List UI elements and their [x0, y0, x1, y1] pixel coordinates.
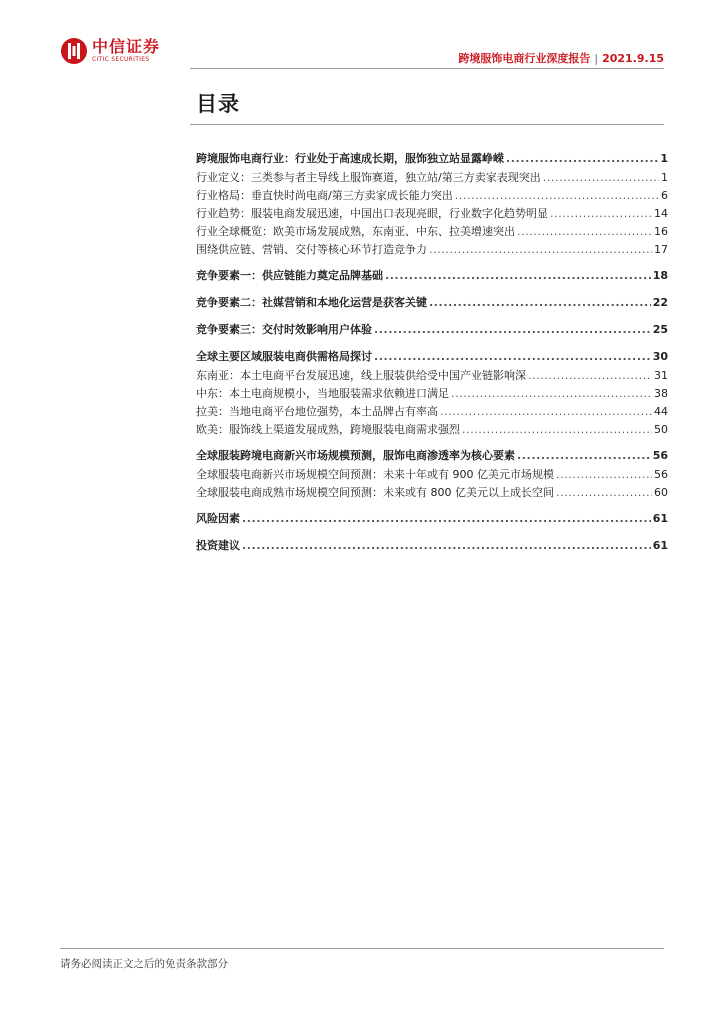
toc-page-number: 18 — [652, 269, 668, 282]
toc-gap — [196, 313, 668, 321]
citic-logo-icon — [60, 37, 88, 65]
toc-page-number: 17 — [654, 243, 668, 256]
footer-divider — [60, 948, 664, 949]
toc-entry-text: 围绕供应链、营销、交付等核心环节打造竞争力 — [196, 243, 427, 256]
toc-subsection-entry[interactable] — [196, 187, 668, 205]
report-header — [458, 50, 664, 66]
toc-page-number: 6 — [661, 189, 668, 202]
toc-entry-text: 竞争要素三：交付时效影响用户体验 — [196, 323, 372, 336]
toc-page-number: 25 — [652, 323, 668, 336]
toc-section-entry[interactable] — [196, 510, 668, 529]
toc-subsection-entry[interactable] — [196, 484, 668, 502]
toc-entry-text: 竞争要素一：供应链能力奠定品牌基础 — [196, 269, 383, 282]
toc-entry-text: 跨境服饰电商行业：行业处于高速成长期，服饰独立站显露峥嵘 — [196, 152, 504, 165]
toc-section-entry[interactable] — [196, 537, 668, 556]
toc-dot-leader — [543, 169, 659, 187]
toc-section-entry[interactable] — [196, 348, 668, 367]
header-divider — [190, 68, 664, 69]
toc-page-number: 61 — [652, 512, 668, 525]
title-divider — [190, 124, 664, 125]
toc-subsection-entry[interactable] — [196, 385, 668, 403]
toc-dot-leader — [451, 385, 652, 403]
toc-gap — [196, 340, 668, 348]
toc-entry-text: 全球服装电商新兴市场规模空间预测：未来十年或有 900 亿美元市场规模 — [196, 468, 554, 481]
report-date: 2021.9.15 — [602, 52, 664, 65]
toc-gap — [196, 529, 668, 537]
toc-subsection-entry[interactable] — [196, 421, 668, 439]
toc-page-number: 1 — [660, 152, 668, 165]
toc-page-number: 14 — [654, 207, 668, 220]
toc-page-number: 50 — [654, 423, 668, 436]
toc-entry-text: 行业趋势：服装电商发展迅速，中国出口表现亮眼，行业数字化趋势明显 — [196, 207, 548, 220]
toc-page-number: 16 — [654, 225, 668, 238]
toc-page-number: 60 — [654, 486, 668, 499]
toc-dot-leader — [429, 241, 652, 259]
toc-entry-text: 东南亚：本土电商平台发展迅速，线上服装供给受中国产业链影响深 — [196, 369, 526, 382]
toc-dot-leader — [550, 205, 652, 223]
toc-section-entry[interactable] — [196, 150, 668, 169]
toc-entry-text: 中东：本土电商规模小，当地服装需求依赖进口满足 — [196, 387, 449, 400]
toc-page-number: 56 — [654, 468, 668, 481]
toc-subsection-entry[interactable] — [196, 169, 668, 187]
toc-entry-text: 全球服装电商成熟市场规模空间预测：未来或有 800 亿美元以上成长空间 — [196, 486, 554, 499]
toc-page-number: 44 — [654, 405, 668, 418]
disclaimer-note: 请务必阅读正文之后的免责条款部分 — [60, 958, 228, 970]
toc-entry-text: 全球主要区域服装电商供需格局探讨 — [196, 350, 372, 363]
toc-section-entry[interactable] — [196, 447, 668, 466]
toc-dot-leader — [517, 447, 651, 465]
toc-page-number: 56 — [652, 449, 668, 462]
toc-subsection-entry[interactable] — [196, 367, 668, 385]
citic-logo — [60, 34, 160, 68]
toc-section-entry[interactable] — [196, 267, 668, 286]
toc-dot-leader — [556, 466, 652, 484]
table-of-contents — [196, 150, 668, 556]
toc-dot-leader — [517, 223, 652, 241]
toc-entry-text: 拉美：当地电商平台地位强势，本土品牌占有率高 — [196, 405, 438, 418]
toc-page-number: 30 — [652, 350, 668, 363]
toc-page-number: 22 — [652, 296, 668, 309]
toc-section-entry[interactable] — [196, 294, 668, 313]
toc-entry-text: 投资建议 — [196, 539, 240, 552]
toc-subsection-entry[interactable] — [196, 241, 668, 259]
toc-dot-leader — [440, 403, 652, 421]
toc-subsection-entry[interactable] — [196, 223, 668, 241]
toc-entry-text: 风险因素 — [196, 512, 240, 525]
toc-page-number: 31 — [654, 369, 668, 382]
toc-entry-text: 行业全球概览：欧美市场发展成熟，东南亚、中东、拉美增速突出 — [196, 225, 515, 238]
toc-gap — [196, 439, 668, 447]
toc-dot-leader — [556, 484, 652, 502]
toc-dot-leader — [385, 267, 651, 285]
toc-dot-leader — [462, 421, 652, 439]
toc-dot-leader — [528, 367, 652, 385]
toc-dot-leader — [374, 348, 651, 366]
toc-page-number: 61 — [652, 539, 668, 552]
toc-entry-text: 行业格局：垂直快时尚电商/第三方卖家成长能力突出 — [196, 189, 453, 202]
toc-page-number: 1 — [661, 171, 668, 184]
toc-dot-leader — [429, 294, 651, 312]
logo-name-cn: 中信证券 — [92, 37, 161, 56]
toc-dot-leader — [455, 187, 659, 205]
toc-entry-text: 全球服装跨境电商新兴市场规模预测，服饰电商渗透率为核心要素 — [196, 449, 515, 462]
toc-page-number: 38 — [654, 387, 668, 400]
logo-name-en: CITIC SECURITIES — [92, 56, 150, 63]
page-title: 目录 — [196, 92, 240, 116]
toc-entry-text: 欧美：服饰线上渠道发展成熟，跨境服装电商需求强烈 — [196, 423, 460, 436]
toc-gap — [196, 286, 668, 294]
toc-dot-leader — [242, 510, 651, 528]
toc-section-entry[interactable] — [196, 321, 668, 340]
toc-gap — [196, 502, 668, 510]
header-separator: | — [594, 52, 599, 65]
toc-dot-leader — [506, 150, 658, 168]
toc-subsection-entry[interactable] — [196, 205, 668, 223]
toc-subsection-entry[interactable] — [196, 466, 668, 484]
toc-gap — [196, 259, 668, 267]
toc-entry-text: 行业定义：三类参与者主导线上服饰赛道，独立站/第三方卖家表现突出 — [196, 171, 541, 184]
toc-subsection-entry[interactable] — [196, 403, 668, 421]
toc-entry-text: 竞争要素二：社媒营销和本地化运营是获客关键 — [196, 296, 427, 309]
toc-dot-leader — [242, 537, 651, 555]
toc-dot-leader — [374, 321, 651, 339]
report-title: 跨境服饰电商行业深度报告 — [458, 52, 591, 65]
